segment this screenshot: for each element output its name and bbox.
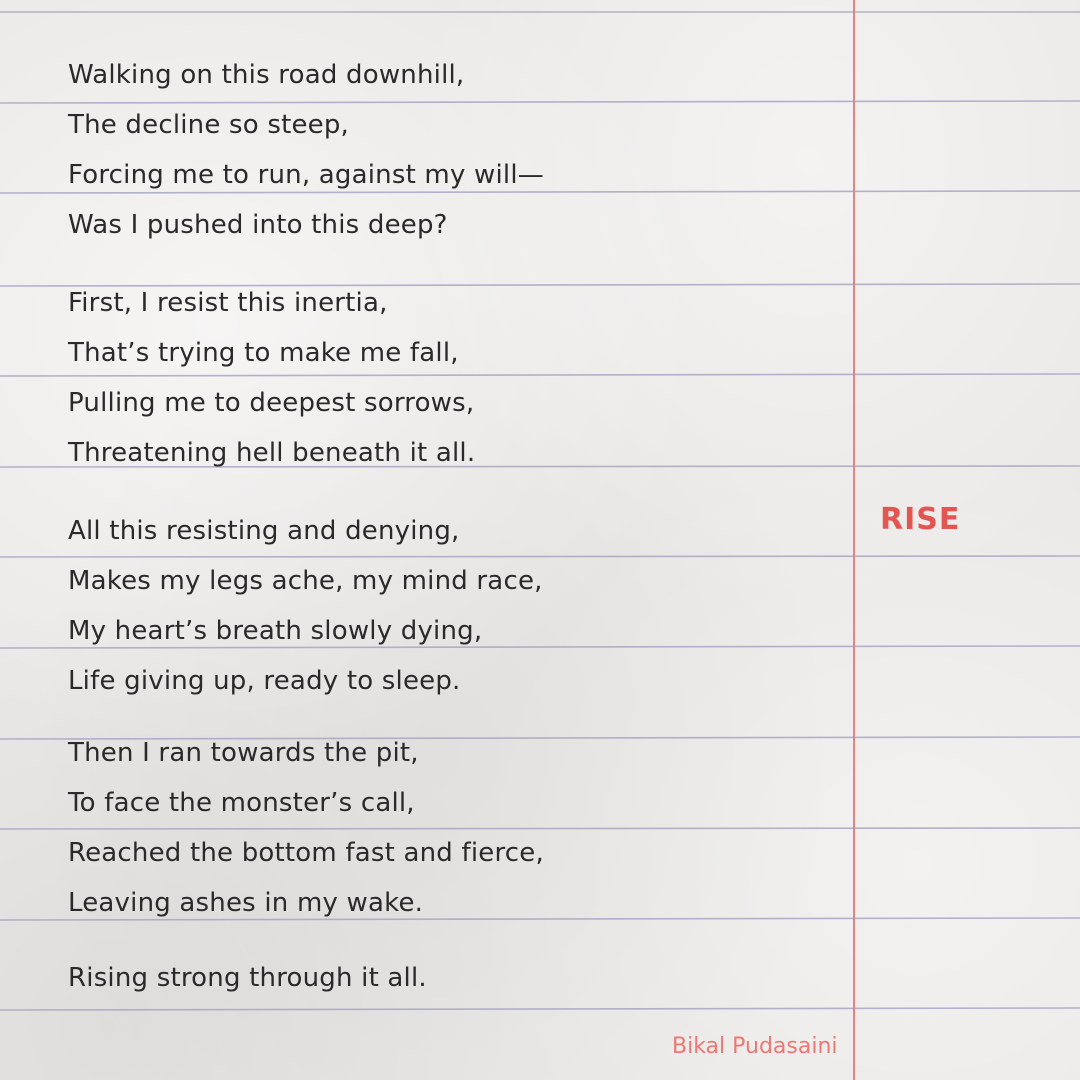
rule-line	[0, 374, 1080, 376]
rule-line	[0, 284, 1080, 286]
poem-line: My heart’s breath slowly dying,	[68, 616, 483, 646]
rule-line	[0, 828, 1080, 829]
poem-line: Then I ran towards the pit,	[68, 738, 419, 768]
poem-line: Pulling me to deepest sorrows,	[68, 388, 475, 418]
poem-line: The decline so steep,	[68, 110, 350, 140]
poem-line: Makes my legs ache, my mind race,	[68, 566, 543, 596]
poem-line: All this resisting and denying,	[68, 516, 460, 546]
poem-line: Life giving up, ready to sleep.	[68, 666, 461, 696]
poem-line: Reached the bottom fast and fierce,	[68, 838, 544, 868]
author-name: Bikal Pudasaini	[672, 1034, 838, 1059]
poem-line: Threatening hell beneath it all.	[68, 438, 476, 468]
poem-line: That’s trying to make me fall,	[68, 338, 459, 368]
rule-line	[0, 1008, 1080, 1010]
rule-line	[0, 191, 1080, 193]
margin-line	[853, 0, 855, 1080]
poem-line: First, I resist this inertia,	[68, 288, 388, 318]
rule-line	[0, 101, 1080, 103]
rule-line	[0, 918, 1080, 920]
rule-line	[0, 556, 1080, 557]
poem-line: Was I pushed into this deep?	[68, 210, 448, 240]
poem-line: To face the monster’s call,	[68, 788, 415, 818]
poem-line: Leaving ashes in my wake.	[68, 888, 424, 918]
poem-line: Forcing me to run, against my will—	[68, 160, 544, 190]
poem-line: Rising strong through it all.	[68, 963, 427, 993]
rule-line	[0, 646, 1080, 648]
poem-line: Walking on this road downhill,	[68, 60, 465, 90]
poem-title: RISE	[880, 502, 961, 537]
